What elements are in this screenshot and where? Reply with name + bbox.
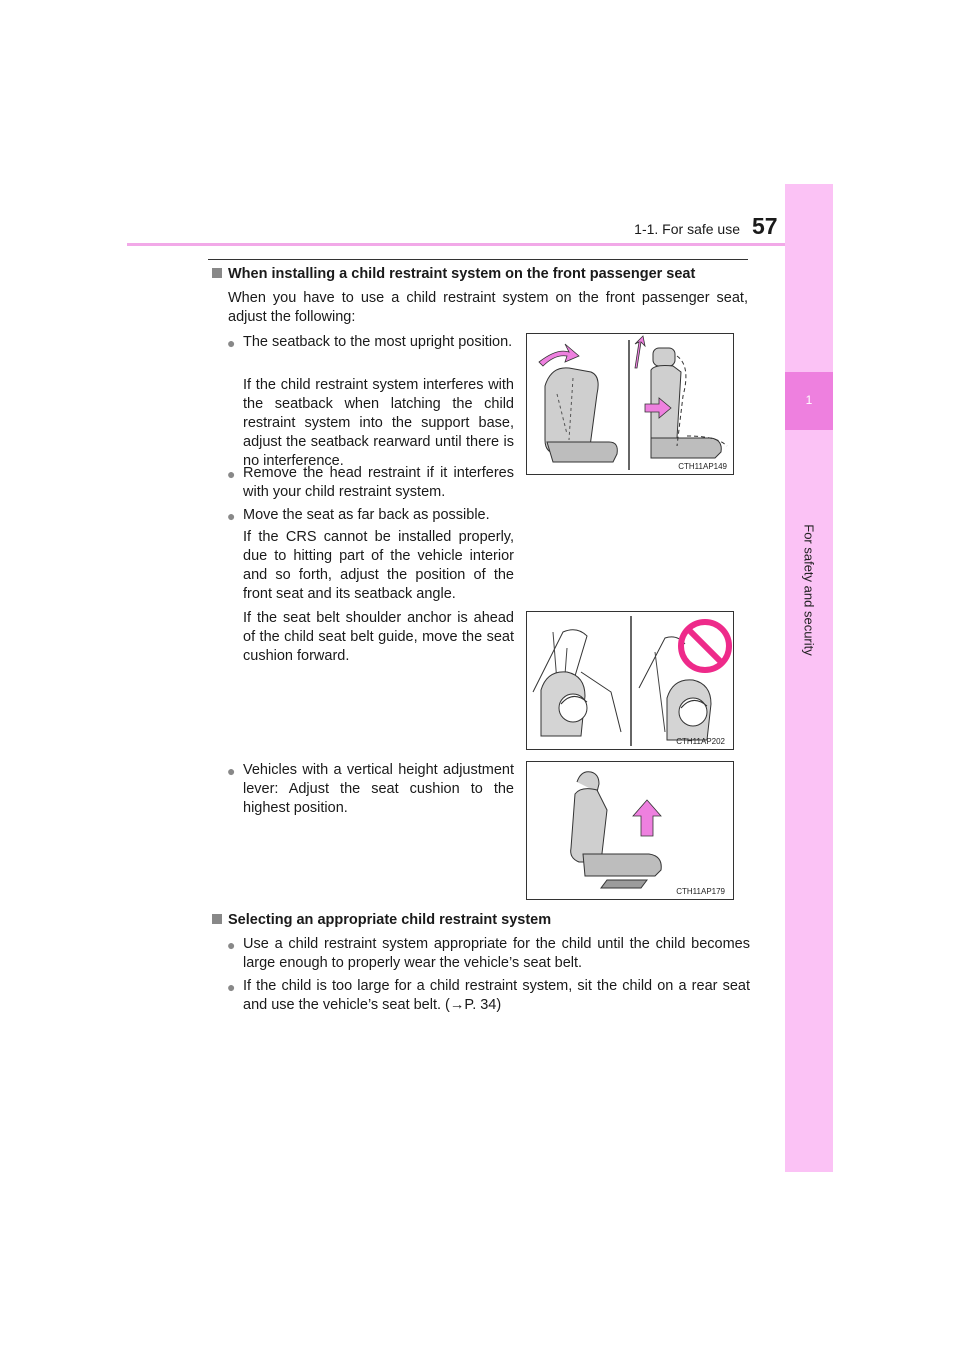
chapter-number: 1 <box>805 393 813 407</box>
header-rule <box>127 243 833 246</box>
page-number: 57 <box>752 213 778 239</box>
bullet-2: ● Remove the head restraint if it interferes with your child restraint system. <box>227 465 514 500</box>
seat-adjust-illustration <box>527 334 733 474</box>
figure-seatback-upright <box>526 333 734 475</box>
bullet-dot-icon: ● <box>227 937 236 953</box>
up-arrow-icon <box>633 800 661 836</box>
bullet-dot-icon: ● <box>227 763 236 779</box>
bullet-dot-icon: ● <box>227 466 236 482</box>
bullet-dot-icon: ● <box>227 508 236 524</box>
square-bullet-icon <box>212 268 222 278</box>
figure-code: CTH11AP202 <box>676 737 725 746</box>
bullet-1: ● The seatback to the most upright position. <box>227 334 513 351</box>
section-heading-2: Selecting an appropriate child restraint system <box>212 912 551 928</box>
section-intro: When you have to use a child restraint system on the front passenger seat, adjust the following: <box>228 290 748 325</box>
bullet-dot-icon: ● <box>227 979 236 995</box>
figure-code: CTH11AP149 <box>678 462 727 471</box>
section-rule <box>208 259 748 260</box>
square-bullet-icon <box>212 914 222 924</box>
shoulder-anchor-illustration <box>527 612 733 749</box>
bullet-dot-icon: ● <box>227 335 236 351</box>
bullet-3: ● Move the seat as far back as possible. <box>227 507 490 524</box>
section2-bullet-2: ● If the child is too large for a child restraint system, sit the child on a rear seat and use the vehicle’s seat belt. (→P. 34) <box>227 978 750 1013</box>
section2-bullet-1: ● Use a child restraint system appropriate for the child until the child becomes large enough to properly wear the vehicle’s seat belt. <box>227 936 750 971</box>
running-header-section: 1-1. For safe use <box>634 221 740 237</box>
bullet-4: ● Vehicles with a vertical height adjustment lever: Adjust the seat cushion to the highest position. <box>227 762 514 816</box>
figure-code: CTH11AP179 <box>676 887 725 896</box>
section-heading: When installing a child restraint system on the front passenger seat <box>212 266 695 282</box>
bullet-1-detail: If the child restraint system interferes with the seatback when latching the child restraint system into the support base, adjust the seatback rearward until there is no interference. <box>243 377 514 469</box>
chapter-label-wrap <box>785 440 833 740</box>
bullet-3-detail: If the CRS cannot be installed properly, due to hitting part of the vehicle interior and so forth, adjust the position of the front seat and its seatback angle. <box>243 529 514 602</box>
chapter-label: For safety and security <box>801 524 817 656</box>
cushion-height-illustration <box>527 762 733 899</box>
bullet-3-detail-2: If the seat belt shoulder anchor is ahead of the child seat belt guide, move the seat cushion forward. <box>243 610 514 664</box>
figure-shoulder-anchor <box>526 611 734 750</box>
figure-cushion-height <box>526 761 734 900</box>
